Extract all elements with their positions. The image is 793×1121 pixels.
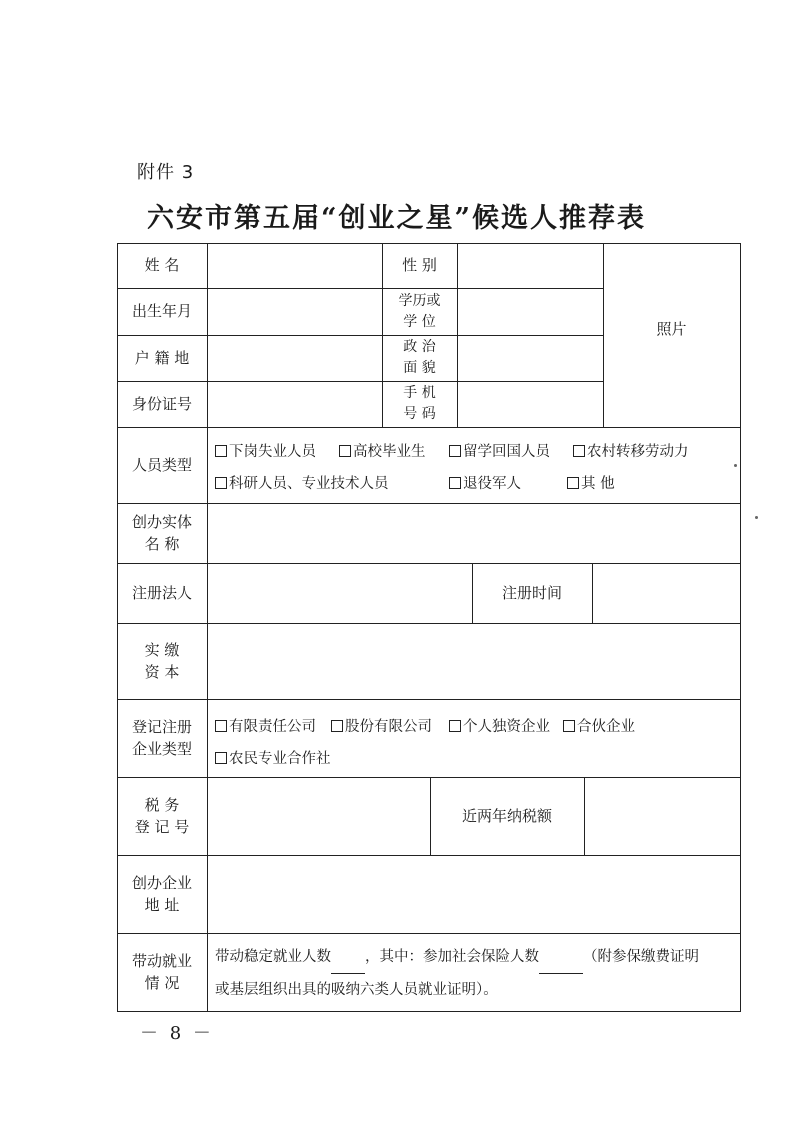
person-type-option[interactable]: 农村转移劳动力 (573, 436, 689, 468)
scan-speck (755, 516, 758, 519)
political-status-field[interactable] (458, 336, 603, 381)
employment-text-4: 或基层组织出具的吸纳六类人员就业证明）。 (215, 982, 498, 998)
person-type-label: 人员类型 (131, 455, 192, 474)
id-number-field[interactable] (208, 382, 382, 427)
person-type-option[interactable]: 退役军人 (449, 468, 521, 500)
rule (117, 699, 741, 700)
enterprise-type-option[interactable]: 个人独资企业 (449, 711, 550, 743)
legal-person-label: 注册法人 (131, 583, 192, 602)
photo-area[interactable] (604, 244, 740, 427)
household-label: 户 籍 地 (134, 348, 190, 367)
tax-registration-label: 税 务 登 记 号 (134, 795, 190, 836)
name-field[interactable] (208, 244, 382, 288)
entity-name-field[interactable] (208, 504, 740, 563)
tax-registration-field[interactable] (208, 778, 430, 855)
person-type-option[interactable]: 留学回国人员 (449, 436, 550, 468)
political-status-label: 政 治 面 貌 (403, 339, 436, 376)
id-number-label: 身份证号 (131, 394, 192, 413)
paid-capital-label: 实 缴 资 本 (144, 640, 180, 681)
checkbox[interactable] (215, 720, 227, 732)
paid-capital-field[interactable] (208, 624, 740, 699)
birth-date-field[interactable] (208, 289, 382, 335)
scan-speck (734, 464, 737, 467)
attachment-label: 附件 3 (137, 162, 195, 183)
employment-text-3: （附参保缴费证明 (583, 949, 699, 965)
employment-label: 带动就业 情 况 (131, 951, 192, 992)
recommendation-form (117, 243, 741, 1012)
employment-description (215, 941, 733, 1006)
checkbox[interactable] (215, 477, 227, 489)
education-label: 学历或 学 位 (398, 292, 441, 330)
person-type-option[interactable]: 其 他 (567, 468, 615, 500)
checkbox[interactable] (449, 720, 461, 732)
gender-field[interactable] (458, 244, 603, 288)
address-field[interactable] (208, 856, 740, 933)
registration-time-field[interactable] (593, 564, 740, 623)
form-border-right (740, 243, 741, 1012)
enterprise-type-label: 登记注册 企业类型 (131, 717, 192, 758)
phone-label: 手 机 号 码 (403, 385, 436, 422)
tax-amount-label: 近两年纳税额 (461, 806, 552, 825)
rule (117, 427, 741, 428)
person-type-option[interactable]: 科研人员、专业技术人员 (215, 468, 389, 500)
rule (117, 933, 741, 934)
birth-date-label: 出生年月 (131, 302, 192, 321)
address-label: 创办企业 地 址 (131, 873, 192, 914)
checkbox[interactable] (449, 445, 461, 457)
form-border-bottom (117, 1011, 741, 1012)
enterprise-type-option[interactable]: 合伙企业 (563, 711, 635, 743)
enterprise-type-option[interactable]: 农民专业合作社 (215, 743, 331, 775)
page-number: － 8 － (140, 1023, 214, 1044)
checkbox[interactable] (573, 445, 585, 457)
photo-label: 照片 (656, 319, 687, 338)
checkbox[interactable] (215, 752, 227, 764)
checkbox[interactable] (339, 445, 351, 457)
checkbox[interactable] (331, 720, 343, 732)
name-label: 姓 名 (144, 256, 180, 275)
checkbox[interactable] (567, 477, 579, 489)
employment-text-1: 带动稳定就业人数 (215, 949, 331, 965)
employment-text-2: ，其中：参加社会保险人数 (365, 949, 539, 965)
legal-person-field[interactable] (208, 564, 472, 623)
insured-count-blank[interactable] (539, 941, 583, 974)
household-field[interactable] (208, 336, 382, 381)
tax-amount-field[interactable] (585, 778, 740, 855)
checkbox[interactable] (449, 477, 461, 489)
phone-field[interactable] (458, 382, 603, 427)
registration-time-label: 注册时间 (501, 583, 562, 602)
person-type-option[interactable]: 高校毕业生 (339, 436, 426, 468)
enterprise-type-option[interactable]: 股份有限公司 (331, 711, 432, 743)
entity-name-label: 创办实体 名 称 (131, 512, 192, 553)
checkbox[interactable] (215, 445, 227, 457)
enterprise-type-option[interactable]: 有限责任公司 (215, 711, 316, 743)
stable-employment-blank[interactable] (331, 941, 365, 974)
gender-label: 性 别 (402, 256, 437, 275)
checkbox[interactable] (563, 720, 575, 732)
education-field[interactable] (458, 289, 603, 335)
person-type-option[interactable]: 下岗失业人员 (215, 436, 316, 468)
form-title: 六安市第五届“创业之星”候选人推荐表 (146, 203, 647, 234)
